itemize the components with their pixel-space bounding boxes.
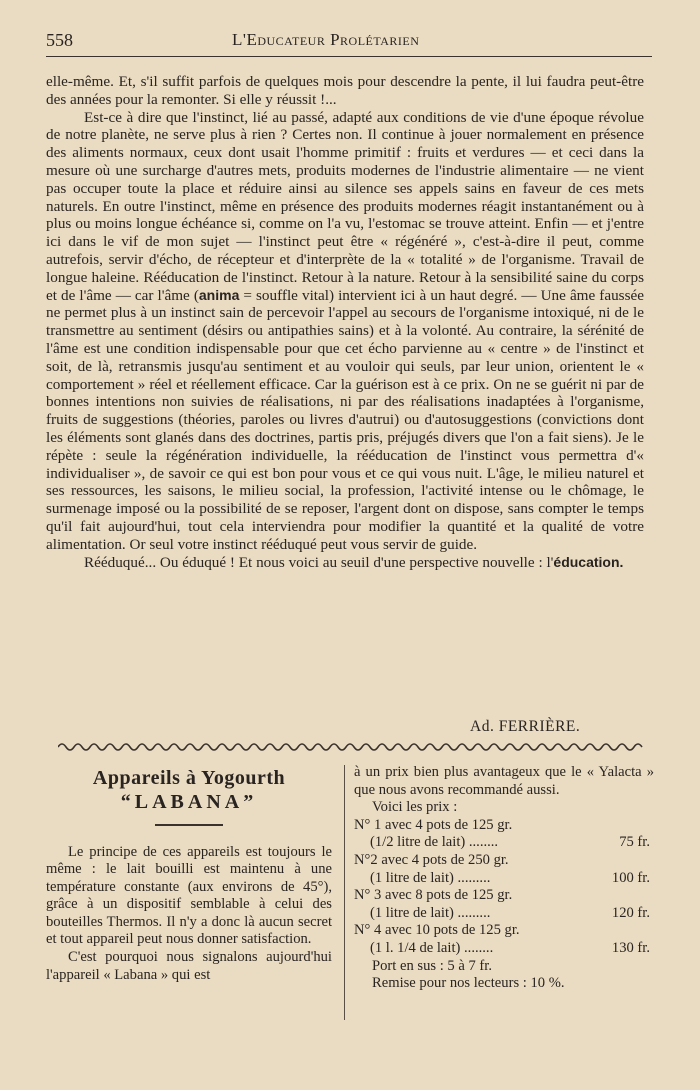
discount-note: Remise pour nos lecteurs : 10 %.: [372, 975, 565, 992]
article-text: Rééduqué... Ou éduqué ! Et nous voici au seuil d'une perspective nouvelle : l': [84, 553, 554, 571]
ad-right-column: [354, 764, 654, 993]
prices-intro: Voici les prix :: [372, 799, 458, 816]
price-item-line: N°2 avec 4 pots de 250 gr.: [354, 851, 509, 868]
price-item-detail-text: (1 litre de lait) .........: [370, 869, 491, 886]
ad-title: Appareils à Yogourth: [92, 767, 286, 789]
article-bold-term: anima: [198, 286, 240, 303]
price-item-detail-text: (1 litre de lait) .........: [370, 904, 491, 921]
running-title: L'Educateur Prolétarien: [232, 30, 420, 49]
price-amount: 120 fr.: [611, 904, 650, 921]
price-item-detail: [354, 940, 654, 958]
price-item-line: N° 1 avec 4 pots de 125 gr.: [354, 816, 513, 833]
ad-subtitle: “LABANA”: [120, 791, 258, 813]
ad-left-column: [46, 766, 332, 984]
ad-paragraph: C'est pourquoi nous signalons aujourd'hui l'appareil « Labana » qui est: [46, 949, 332, 983]
price-item-detail: [354, 905, 654, 923]
shipping-note: Port en sus : 5 à 7 fr.: [372, 957, 492, 974]
wavy-divider: [58, 740, 644, 754]
page-header: [46, 26, 652, 57]
price-item-line: N° 3 avec 8 pots de 125 gr.: [354, 887, 513, 904]
article-paragraph: elle-même. Et, s'il suffit parfois de quelques mois pour descendre la pente, il lui faudra peut-être des années pour la remonter. Si elle y réussit !...: [46, 73, 644, 108]
column-divider: [344, 765, 345, 1020]
article-paragraph: [46, 109, 644, 554]
ad-paragraph: à un prix bien plus avantageux que le « Yalacta » que nous avons recommandé aussi.: [354, 764, 654, 798]
article-text: = souffle vital) intervient ici à un haut degré. — Une âme faussée ne permet plus à un instinct sain de percevoir l'appel au secours de l'organisme intoxiqué, ni de le transmettre au sentiment (désirs ou antipathies sains) et à la volonté. Au contraire, la sérénité de l'âme est une condition indispensable pour que cet écho parvienne au « centre » de l'instinct et soit, de là, retransmis jusqu'au sentiment et au vouloir qui seuls, par leur union, orientent le « comportement » réel et réellement efficace. Car la guérison est à ce prix. On ne se guérit ni par de bonnes intentions non suivies de réalisations, ni par des réalisations inadaptées à l'organisme, fruits de suggestions (théories, paroles ou livres d'autrui) ou d'autosuggestions (convictions dont les éléments sont glanés dans des doctrines, partis pris, préjugés divers que l'on a fait siens). Je le répète : seule la régénération individuelle, la rééducation de l'instinct vous permettra d'« individualiser », de savoir ce qui est bon pour vous et ce qui vous nuit. L'âge, le milieu naturel et ses ressources, les saisons, le milieu social, la profession, l'activité intense ou le chômage, le surmenage imposé ou la possibilité de se reposer, l'argent dont on dispose, sans compter le temps qu'il fait aujourd'hui, tout cela interviendra pour modifier la quantité et la qualité de votre alimentation. Or seul votre instinct rééduqué peut vous servir de guide.: [46, 286, 644, 553]
price-item-detail-text: (1/2 litre de lait) ........: [370, 834, 499, 851]
price-item-detail-text: (1 l. 1/4 de lait) ........: [370, 939, 494, 956]
article-signature: Ad. FERRIÈRE.: [470, 718, 581, 735]
article-body: [46, 73, 644, 571]
ad-paragraph: Le principe de ces appareils est toujours le même : le lait bouilli est maintenu à une température constante (aux environs de 45°), grâce à un dispositif semblable à celui des bouteilles Thermos. Il n'y a donc là aucun secret et tout appareil peut nous donner satisfaction.: [46, 843, 332, 948]
article-bold-term: éducation.: [553, 553, 624, 570]
ad-title-rule: [155, 824, 223, 826]
price-item-line: N° 4 avec 10 pots de 125 gr.: [354, 922, 520, 939]
price-amount: 130 fr.: [611, 939, 650, 956]
article-paragraph: [46, 554, 644, 572]
price-item-detail: [354, 870, 654, 888]
price-item-detail: [354, 834, 654, 852]
price-amount: 75 fr.: [619, 834, 650, 851]
article-text: Est-ce à dire que l'instinct, lié au passé, adapté aux conditions de vie d'une époque révolue de notre planète, ne serve plus à rien ? Certes non. Il continue à jouer normalement en présence des aliments normaux, ceux dont usait l'homme primitif : fruits et verdures — et ceci dans la mesure où une surcharge d'autres mets, produits modernes de l'industrie alimentaire — ne vient pas occuper toute la place et réduire ainsi au silence ses appels sains en faveur de ces mets naturels. En outre l'instinct, même en présence des produits modernes réagit instantanément ou à plus ou moins longue échéance si, comme on l'a vu, l'estomac se trouve atteint. Enfin — et j'entre ici dans le vif de mon sujet — l'instinct peut être « régénéré », c'est-à-dire il peut, comme autrefois, servir d'écho, de récepteur et d'interprète de la « totalité » de l'organisme. Travail de longue haleine. Rééducation de l'instinct. Retour à la nature. Retour à la sensibilité saine du corps et de l'âme — car l'âme (: [46, 108, 644, 304]
price-amount: 100 fr.: [611, 869, 650, 886]
page-number: 558: [46, 30, 73, 50]
